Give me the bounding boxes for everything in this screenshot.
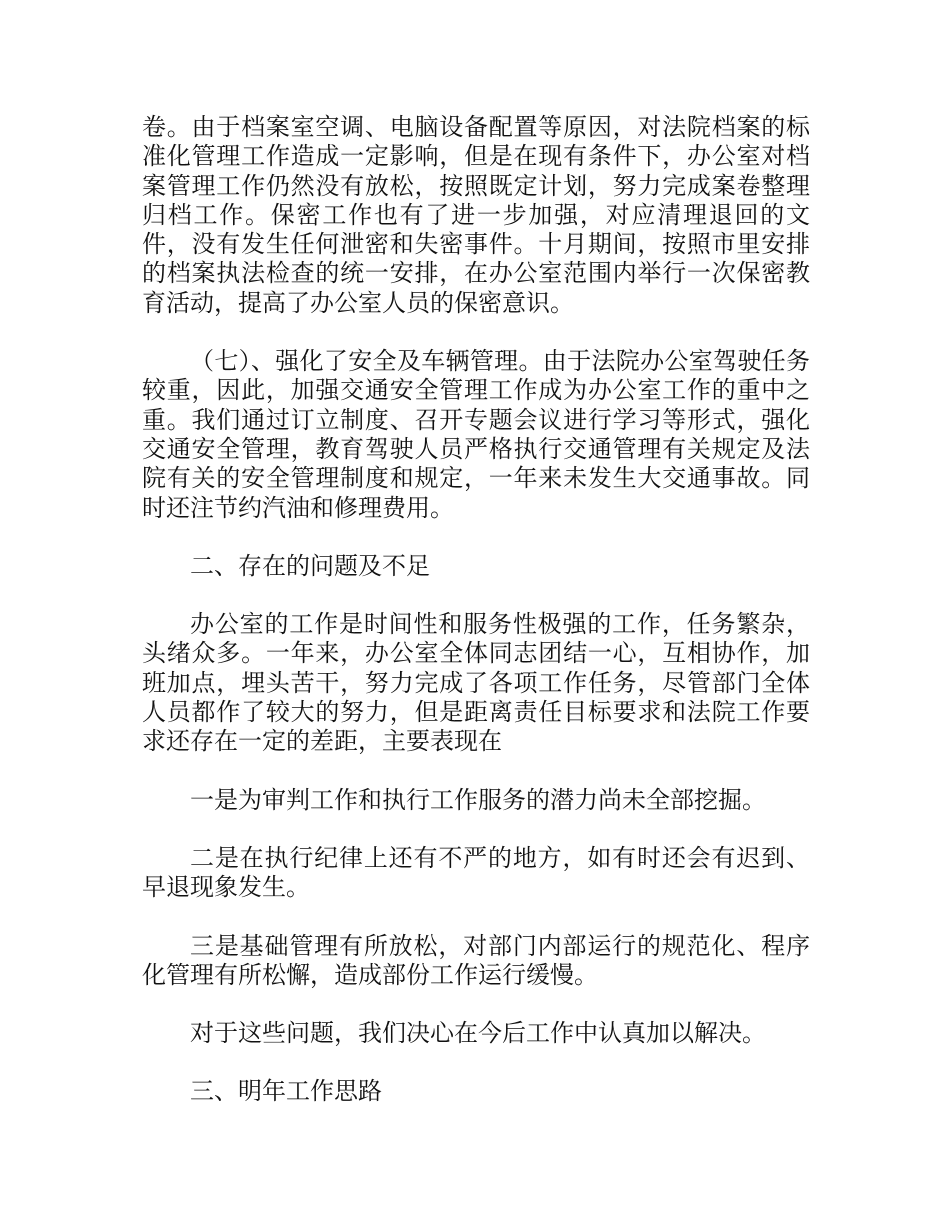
document-body [142,113,810,1107]
paragraph-safety-vehicle-management: （七）、强化了安全及车辆管理。由于法院办公室驾驶任务较重，因此，加强交通安全管理工作成为办公室工作的重中之重。我们通过订立制度、召开专题会议进行学习等形式，强化交通安全管理，教育驾驶人员严格执行交通管理有关规定及法院有关的安全管理制度和规定，一年来未发生大交通事故。同时还注节约汽油和修理费用。 [142,347,810,522]
section-heading-problems: 二、存在的问题及不足 [190,551,430,580]
list-item-problem-2: 二是在执行纪律上还有不严的地方，如有时还会有迟到、早退现象发生。 [142,843,810,902]
paragraph-archives-continuation: 卷。由于档案室空调、电脑设备配置等原因，对法院档案的标准化管理工作造成一定影响，但是在现有条件下，办公室对档案管理工作仍然没有放松，按照既定计划，努力完成案卷整理归档工作。保密工作也有了进一步加强，对应清理退回的文件，没有发生任何泄密和失密事件。十月期间，按照市里安排的档案执法检查的统一安排，在办公室范围内举行一次保密教育活动，提高了办公室人员的保密意识。 [142,113,810,317]
paragraph-office-summary: 办公室的工作是时间性和服务性极强的工作，任务繁杂，头绪众多。一年来，办公室全体同志团结一心，互相协作，加班加点，埋头苦干，努力完成了各项工作任务，尽管部门全体人员都作了较大的努力，但是距离责任目标要求和法院工作要求还存在一定的差距，主要表现在 [142,610,810,756]
list-item-problem-3: 三是基础管理有所放松，对部门内部运行的规范化、程序化管理有所松懈，造成部份工作运行缓慢。 [142,931,810,989]
paragraph-resolution: 对于这些问题，我们决心在今后工作中认真加以解决。 [190,1019,766,1048]
section-heading-next-year: 三、明年工作思路 [190,1077,382,1106]
list-item-problem-1: 一是为审判工作和执行工作服务的潜力尚未全部挖掘。 [190,785,766,814]
